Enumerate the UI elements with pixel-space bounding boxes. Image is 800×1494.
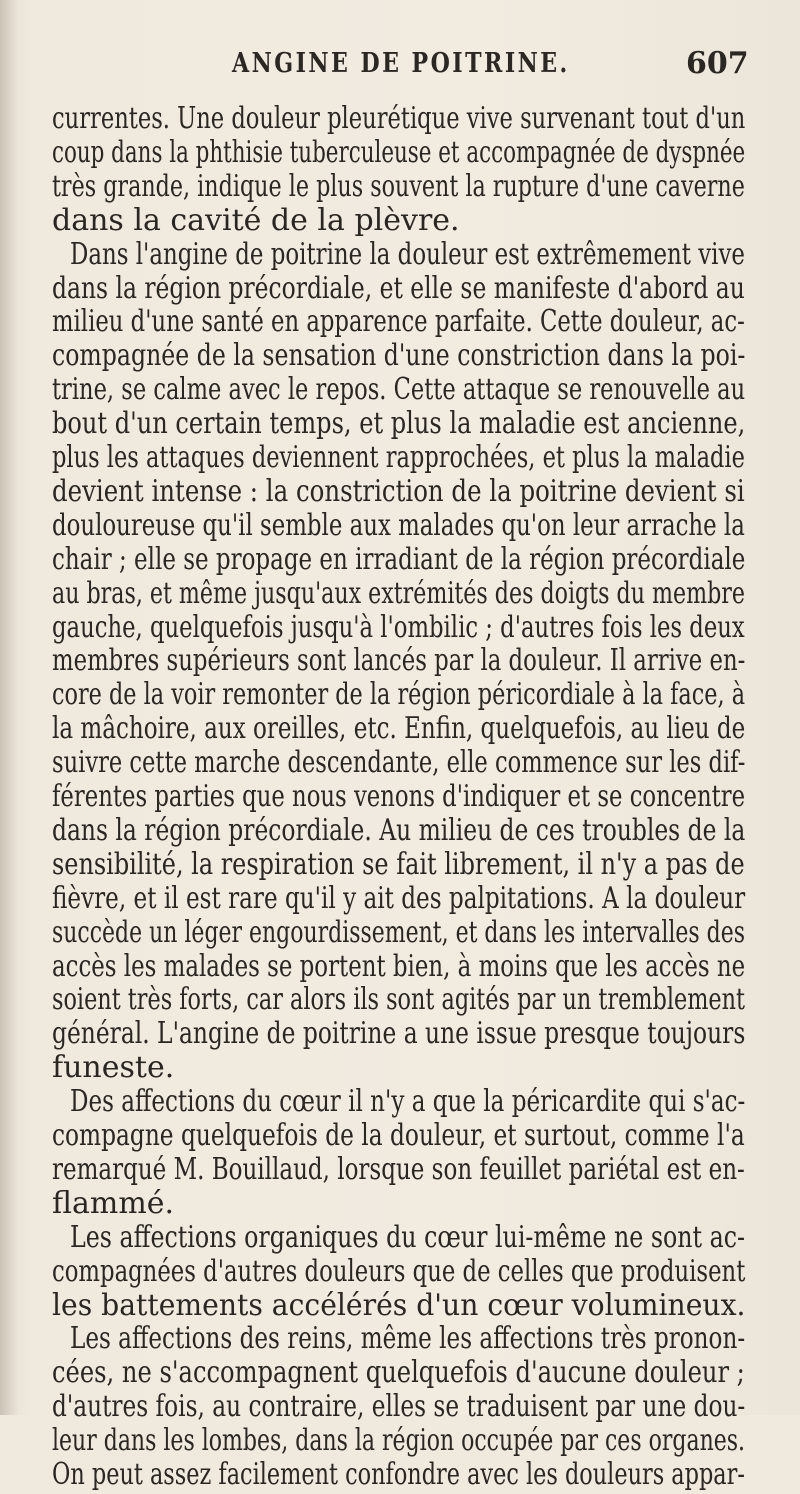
gutter-shadow [0,0,18,1415]
text-line: flammé. [52,1185,175,1221]
running-title: ANGINE DE POITRINE. [232,48,570,79]
running-head [0,44,800,84]
text-line: dans la région précordiale, et elle se manifeste d'abord au [52,270,745,306]
text-line: suivre cette marche descendante, elle commence sur les dif- [52,745,746,781]
text-line: douloureuse qu'il semble aux malades qu'on leur arrache la [52,507,745,543]
text-line: plus les attaques deviennent rapprochées, et plus la maladie [52,440,745,475]
text-line: Dans l'angine de poitrine la douleur est extrêmement vive [70,236,745,272]
text-line: Les affections des reins, même les affections très pronon- [70,1321,746,1357]
text-line: général. L'angine de poitrine a une issue presque toujours [52,1016,746,1052]
text-line: dans la région précordiale. Au milieu de ces troubles de la [52,812,746,848]
text-line: core de la voir remonter de la région péricordiale à la face, à [52,677,746,713]
text-line: devient intense : la constriction de la poitrine devient si [52,473,745,509]
text-line: la mâchoire, aux oreilles, etc. Enfin, quelquefois, au lieu de [52,711,746,747]
text-line: On peut assez facilement confondre avec les douleurs appar- [52,1457,745,1492]
text-line: trine, se calme avec le repos. Cette attaque se renouvelle au [52,372,746,408]
text-line: Les affections organiques du cœur lui-même ne sont ac- [70,1219,746,1255]
text-line: compagnée de la sensation d'une constriction dans la poi- [52,338,746,374]
text-line: fièvre, et il est rare qu'il y ait des palpitations. A la douleur [52,880,746,916]
text-line: dans la cavité de la plèvre. [52,202,460,238]
text-line: currentes. Une douleur pleurétique vive survenant tout d'un [52,101,746,136]
text-line: milieu d'une santé en apparence parfaite. Cette douleur, ac- [52,304,745,340]
text-line: funeste. [52,1050,175,1086]
text-line: membres supérieurs sont lancés par la douleur. Il arrive en- [52,643,746,679]
text-line: remarqué M. Bouillaud, lorsque son feuillet pariétal est en- [52,1151,745,1187]
text-line: bout d'un certain temps, et plus la maladie est ancienne, [52,406,746,442]
text-line: compagne quelquefois de la douleur, et surtout, comme l'a [52,1118,745,1153]
text-line: coup dans la phthisie tuberculeuse et accompagnée de dyspnée [52,134,746,170]
text-line: succède un léger engourdissement, et dans les intervalles des [52,914,746,950]
text-line: chair ; elle se propage en irradiant de la région précordiale [52,541,746,577]
text-line: sensibilité, la respiration se fait librement, il n'y a pas de [52,846,745,882]
text-line: les battements accélérés d'un cœur volumineux. [52,1287,746,1323]
text-line: Des affections du cœur il n'y a que la péricardite qui s'ac- [70,1084,746,1120]
text-line: férentes parties que nous venons d'indiquer et se concentre [52,779,746,814]
page-number: 607 [686,46,749,81]
text-line: soient très forts, car alors ils sont agités par un tremblement [52,982,745,1018]
text-line: leur dans les lombes, dans la région occupée par ces organes. [52,1423,746,1459]
text-line: d'autres fois, au contraire, elles se traduisent par une dou- [52,1389,746,1425]
text-line: cées, ne s'accompagnent quelquefois d'aucune douleur ; [52,1355,745,1391]
text-line: accès les malades se portent bien, à moins que les accès ne [52,948,746,984]
text-line: au bras, et même jusqu'aux extrémités des doigts du membre [52,575,745,611]
text-line: très grande, indique le plus souvent la rupture d'une caverne [52,168,745,204]
text-line: compagnées d'autres douleurs que de celles que produisent [52,1253,746,1289]
text-line: gauche, quelquefois jusqu'à l'ombilic ; d'autres fois les deux [52,609,745,645]
